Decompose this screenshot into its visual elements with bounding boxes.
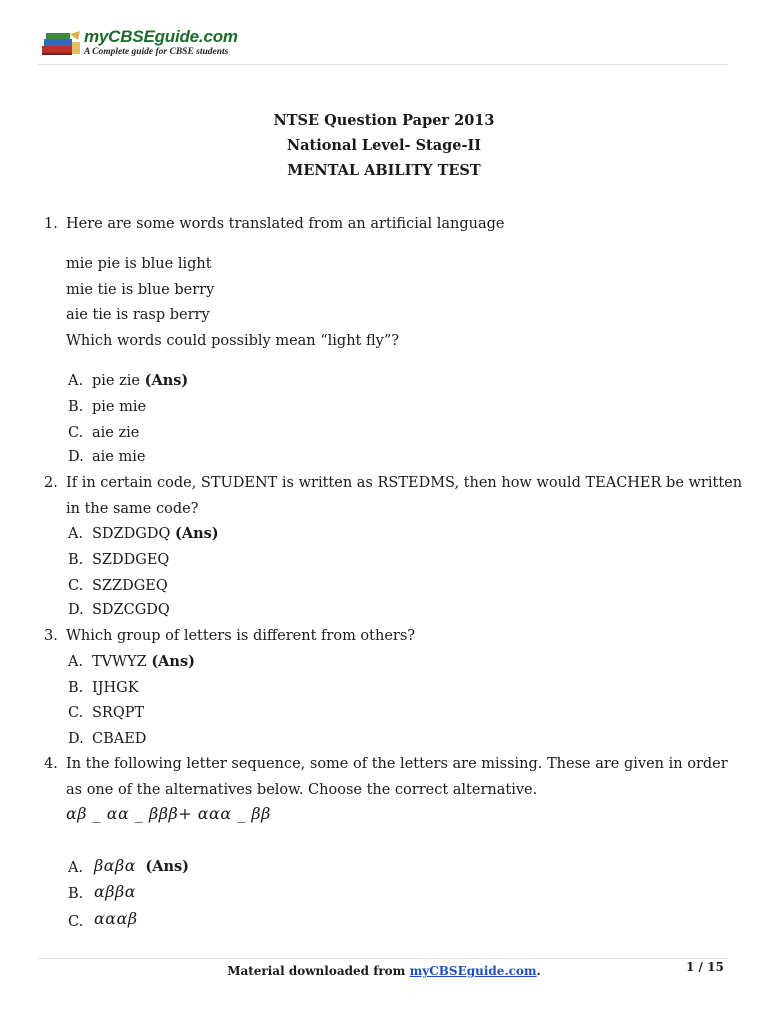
- option-text: TVWYZ (Ans): [92, 653, 195, 670]
- option-letter: D.: [68, 449, 84, 465]
- option-text: SRQPT: [92, 705, 145, 721]
- question-text: Here are some words translated from an artificial language: [66, 216, 505, 232]
- question-number: 2.: [44, 475, 58, 491]
- paper-subtitle-test: MENTAL ABILITY TEST: [287, 162, 481, 179]
- option-letter: B.: [68, 399, 84, 415]
- logo-title: myCBSEguide.com: [84, 27, 238, 46]
- option-text: βαβα (Ans): [94, 856, 190, 875]
- answer-marker: (Ans): [145, 858, 190, 875]
- option-text: SZDDGEQ: [92, 552, 170, 568]
- option-text: IJHGK: [92, 680, 139, 696]
- answer-marker: (Ans): [174, 525, 219, 542]
- option-text: αββα: [94, 882, 137, 901]
- option-text: pie mie: [92, 399, 147, 415]
- question-number: 1.: [44, 216, 58, 232]
- option-letter: D.: [68, 731, 84, 747]
- letter-sequence: αβ _ αα _ βββ+ ααα _ ββ: [66, 804, 271, 823]
- books-icon: [40, 30, 82, 56]
- footer-text: Material downloaded from: [227, 964, 410, 978]
- option-letter: B.: [68, 886, 84, 902]
- page-header: [38, 26, 728, 65]
- option-letter: A.: [68, 860, 84, 876]
- option-text: SDZCGDQ: [92, 602, 170, 618]
- footer-link[interactable]: myCBSEguide.com: [409, 964, 537, 978]
- question-line: aie tie is rasp berry: [66, 307, 210, 323]
- footer-suffix: .: [536, 964, 541, 978]
- option-text: aie zie: [92, 425, 140, 441]
- option-letter: C.: [68, 578, 84, 594]
- question-text: as one of the alternatives below. Choose the correct alternative.: [66, 782, 538, 798]
- option-text: SDZDGDQ (Ans): [92, 525, 219, 542]
- option-text: αααβ: [94, 909, 138, 928]
- question-line: Which words could possibly mean “light fly”?: [66, 333, 400, 349]
- option-letter: C.: [68, 914, 84, 930]
- option-letter: A.: [68, 373, 84, 389]
- paper-title: NTSE Question Paper 2013: [273, 112, 495, 129]
- option-text: CBAED: [92, 731, 147, 747]
- paper-subtitle-level: National Level- Stage-II: [286, 137, 482, 154]
- question-number: 3.: [44, 628, 58, 644]
- option-text: pie zie (Ans): [92, 372, 189, 389]
- question-text: In the following letter sequence, some of the letters are missing. These are given in order: [66, 756, 728, 772]
- footer-divider: [38, 958, 728, 959]
- page-footer: [0, 962, 768, 980]
- question-number: 4.: [44, 756, 58, 772]
- paper-titles: [0, 108, 768, 183]
- site-logo[interactable]: [40, 26, 260, 60]
- option-letter: A.: [68, 526, 84, 542]
- option-text: aie mie: [92, 449, 146, 465]
- option-text: SZZDGEQ: [92, 578, 168, 594]
- question-line: mie tie is blue berry: [66, 282, 215, 298]
- question-text: Which group of letters is different from others?: [66, 628, 416, 644]
- question-text: in the same code?: [66, 501, 199, 517]
- question-line: mie pie is blue light: [66, 256, 212, 272]
- option-letter: C.: [68, 425, 84, 441]
- answer-marker: (Ans): [144, 372, 189, 389]
- option-letter: D.: [68, 602, 84, 618]
- option-letter: A.: [68, 654, 84, 670]
- answer-marker: (Ans): [151, 653, 195, 670]
- page-number: 1 / 15: [686, 960, 724, 974]
- option-letter: C.: [68, 705, 84, 721]
- option-letter: B.: [68, 680, 84, 696]
- option-letter: B.: [68, 552, 84, 568]
- logo-tagline: A Complete guide for CBSE students: [84, 47, 229, 57]
- question-text: If in certain code, STUDENT is written as RSTEDMS, then how would TEACHER be written: [66, 475, 743, 491]
